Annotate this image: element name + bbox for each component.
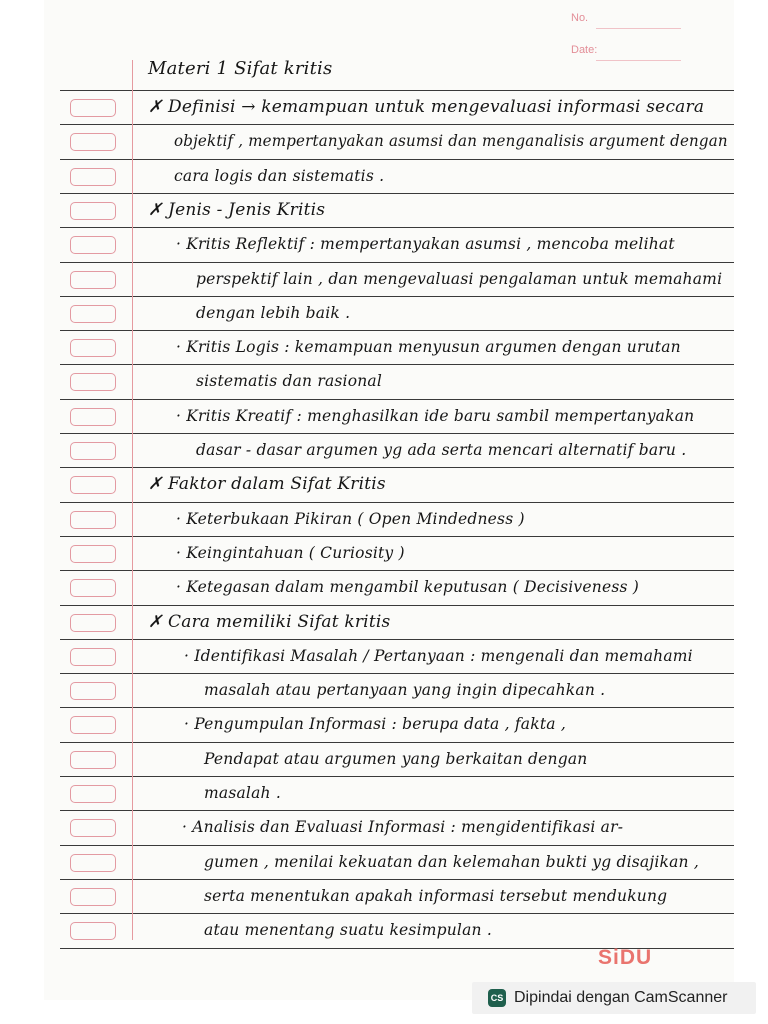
rule-line [60,776,734,777]
reflektif-line-1: · Kritis Reflektif : mempertanyakan asumsi , mencoba melihat [176,235,675,254]
margin-line [132,60,133,940]
analisis-line-3: serta menentukan apakah informasi tersebut mendukung [204,886,668,905]
rule-line [60,399,734,400]
rule-line [60,502,734,503]
faktor-heading: ✗ Faktor dalam Sifat Kritis [148,474,386,495]
rule-line [60,913,734,914]
rule-line [60,536,734,537]
jenis-heading: ✗ Jenis - Jenis Kritis [148,199,326,220]
identifikasi-line-1: · Identifikasi Masalah / Pertanyaan : mengenali dan memahami [184,646,693,665]
definisi-line-2: objektif , mempertanyakan asumsi dan menganalisis argument dengan [174,132,728,151]
analisis-line-4: atau menentang suatu kesimpulan . [204,921,492,940]
binder-hole [70,614,116,632]
pengumpulan-line-1: · Pengumpulan Informasi : berupa data , fakta , [184,715,566,734]
binder-hole [70,751,116,769]
binder-hole [70,202,116,220]
rule-line [60,570,734,571]
camscanner-watermark [472,982,756,1014]
binder-hole [70,888,116,906]
rule-line [60,262,734,263]
rule-line [60,605,734,606]
rule-line [60,124,734,125]
cara-heading: ✗ Cara memiliki Sifat kritis [148,611,391,632]
binder-hole [70,854,116,872]
kreatif-line-1: · Kritis Kreatif : menghasilkan ide baru sambil mempertanyakan [176,406,695,425]
logis-line-2: sistematis dan rasional [196,372,383,391]
binder-hole [70,648,116,666]
faktor-item-2: · Keingintahuan ( Curiosity ) [176,543,405,562]
rule-line [60,879,734,880]
note-title: Materi 1 Sifat kritis [148,58,333,79]
binder-hole [70,408,116,426]
binder-hole [70,716,116,734]
analisis-line-2: gumen , menilai kekuatan dan kelemahan bukti yg disajikan , [204,852,699,871]
rule-line [60,159,734,160]
binder-hole [70,476,116,494]
camscanner-label: Dipindai dengan CamScanner [514,989,728,1006]
rule-line [60,433,734,434]
binder-hole [70,511,116,529]
binder-hole [70,682,116,700]
faktor-item-3: · Ketegasan dalam mengambil keputusan ( Decisiveness ) [176,578,640,597]
rule-line [60,810,734,811]
rule-line [60,227,734,228]
sidu-logo: SiDU [598,946,653,969]
identifikasi-line-2: masalah atau pertanyaan yang ingin dipecahkan . [204,681,606,700]
binder-hole [70,373,116,391]
rule-line [60,742,734,743]
rule-line [60,673,734,674]
binder-hole [70,819,116,837]
binder-hole [70,236,116,254]
pengumpulan-line-2: Pendapat atau argumen yang berkaitan dengan [204,749,588,768]
rule-line [60,707,734,708]
analisis-line-1: · Analisis dan Evaluasi Informasi : mengidentifikasi ar- [182,818,624,837]
reflektif-line-3: dengan lebih baik . [196,303,351,322]
binder-hole [70,168,116,186]
binder-hole [70,442,116,460]
rule-line [60,330,734,331]
binder-hole [70,339,116,357]
kreatif-line-2: dasar - dasar argumen yg ada serta mencari alternatif baru . [196,441,687,459]
date-label: Date: [571,44,598,56]
binder-hole [70,133,116,151]
binder-hole [70,99,116,117]
binder-hole [70,579,116,597]
no-label: No. [571,12,589,24]
rule-line [60,90,734,91]
binder-hole [70,785,116,803]
binder-hole [70,545,116,563]
binder-hole [70,271,116,289]
reflektif-line-2: perspektif lain , dan mengevaluasi pengalaman untuk memahami [196,269,723,288]
rule-line [60,193,734,194]
logis-line-1: · Kritis Logis : kemampuan menyusun argumen dengan urutan [176,338,681,357]
faktor-item-1: · Keterbukaan Pikiran ( Open Mindedness ) [176,509,525,528]
rule-line [60,296,734,297]
camscanner-icon: CS [488,989,506,1007]
rule-line [60,845,734,846]
rule-line [60,639,734,640]
binder-hole [70,305,116,323]
definisi-heading: ✗ Definisi → kemampuan untuk mengevaluasi informasi secara [148,97,705,117]
definisi-line-3: cara logis dan sistematis . [174,166,385,185]
pengumpulan-line-3: masalah . [204,784,281,802]
binder-hole [70,922,116,940]
rule-line [60,364,734,365]
rule-line [60,467,734,468]
